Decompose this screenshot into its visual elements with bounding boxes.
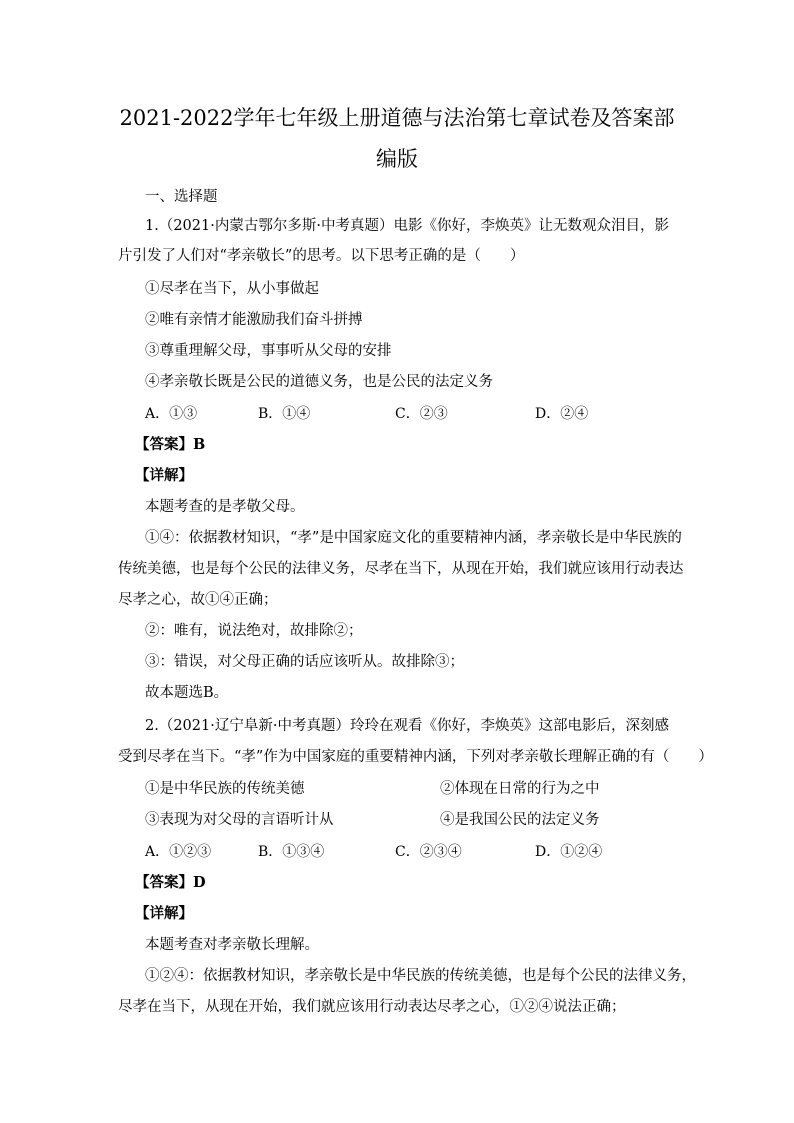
q1-detail-label: 【详解】 <box>135 467 193 484</box>
q1-item-2: ②唯有亲情才能激励我们奋斗拼搏 <box>145 312 363 328</box>
q2-option-a: A．①②③ <box>145 844 212 860</box>
q1-item-1: ①尽孝在当下，从小事做起 <box>145 281 319 297</box>
q1-explanation-5: ②：唯有，说法绝对，故排除②； <box>145 623 363 639</box>
q1-option-d: D．②④ <box>535 406 589 422</box>
q1-option-c: C．②③ <box>395 406 448 422</box>
q2-item-1: ①是中华民族的传统美德 <box>145 781 305 797</box>
q1-explanation-4: 尽孝之心，故①④正确； <box>118 592 278 608</box>
q2-option-c: C．②③④ <box>395 844 462 860</box>
section-heading: 一、选择题 <box>145 189 218 205</box>
q1-stem-line-2: 片引发了人们对“孝亲敬长”的思考。以下思考正确的是（ ） <box>118 248 525 264</box>
q1-explanation-3: 传统美德，也是每个公民的法律义务，尽孝在当下，从现在开始，我们就应该用行动表达 <box>118 561 684 577</box>
page-title-line-1: 2021-2022学年七年级上册道德与法治第七章试卷及答案部 <box>119 106 675 130</box>
q2-answer: 【答案】D <box>135 874 206 891</box>
q1-option-b: B．①④ <box>258 406 311 422</box>
q2-option-b: B．①③④ <box>258 844 325 860</box>
page-title-line-2: 编版 <box>376 147 418 171</box>
q2-stem-line-2: 受到尽孝在当下。“孝”作为中国家庭的重要精神内涵，下列对孝亲敬长理解正确的有（ ） <box>118 749 713 765</box>
q1-option-a: A．①③ <box>145 406 198 422</box>
q1-explanation-1: 本题考查的是孝敬父母。 <box>145 499 305 515</box>
q2-explanation-1: 本题考查对孝亲敬长理解。 <box>145 937 319 953</box>
q1-explanation-7: 故本题选B。 <box>145 685 229 701</box>
q1-answer: 【答案】B <box>135 436 206 453</box>
q2-option-d: D．①②④ <box>535 844 603 860</box>
q1-explanation-2: ①④：依据教材知识，“孝”是中国家庭文化的重要精神内涵，孝亲敬长是中华民族的 <box>145 530 682 546</box>
q1-item-4: ④孝亲敬长既是公民的道德义务，也是公民的法定义务 <box>145 374 493 390</box>
q2-detail-label: 【详解】 <box>135 905 193 922</box>
q2-explanation-3: 尽孝在当下，从现在开始，我们就应该用行动表达尽孝之心，①②④说法正确； <box>118 999 626 1015</box>
q1-item-3: ③尊重理解父母，事事听从父母的安排 <box>145 343 392 359</box>
q2-item-3: ③表现为对父母的言语听计从 <box>145 812 334 828</box>
q2-explanation-2: ①②④：依据教材知识，孝亲敬长是中华民族的传统美德，也是每个公民的法律义务， <box>145 968 696 984</box>
q2-stem-line-1: 2.（2021·辽宁阜新·中考真题）玲玲在观看《你好，李焕英》这部电影后，深刻感 <box>145 718 669 734</box>
q1-explanation-6: ③：错误，对父母正确的话应该听从。故排除③； <box>145 654 464 670</box>
q1-stem-line-1: 1.（2021·内蒙古鄂尔多斯·中考真题）电影《你好，李焕英》让无数观众泪目，影 <box>145 218 669 234</box>
q2-item-4: ④是我国公民的法定义务 <box>440 812 600 828</box>
q2-item-2: ②体现在日常的行为之中 <box>440 781 600 797</box>
